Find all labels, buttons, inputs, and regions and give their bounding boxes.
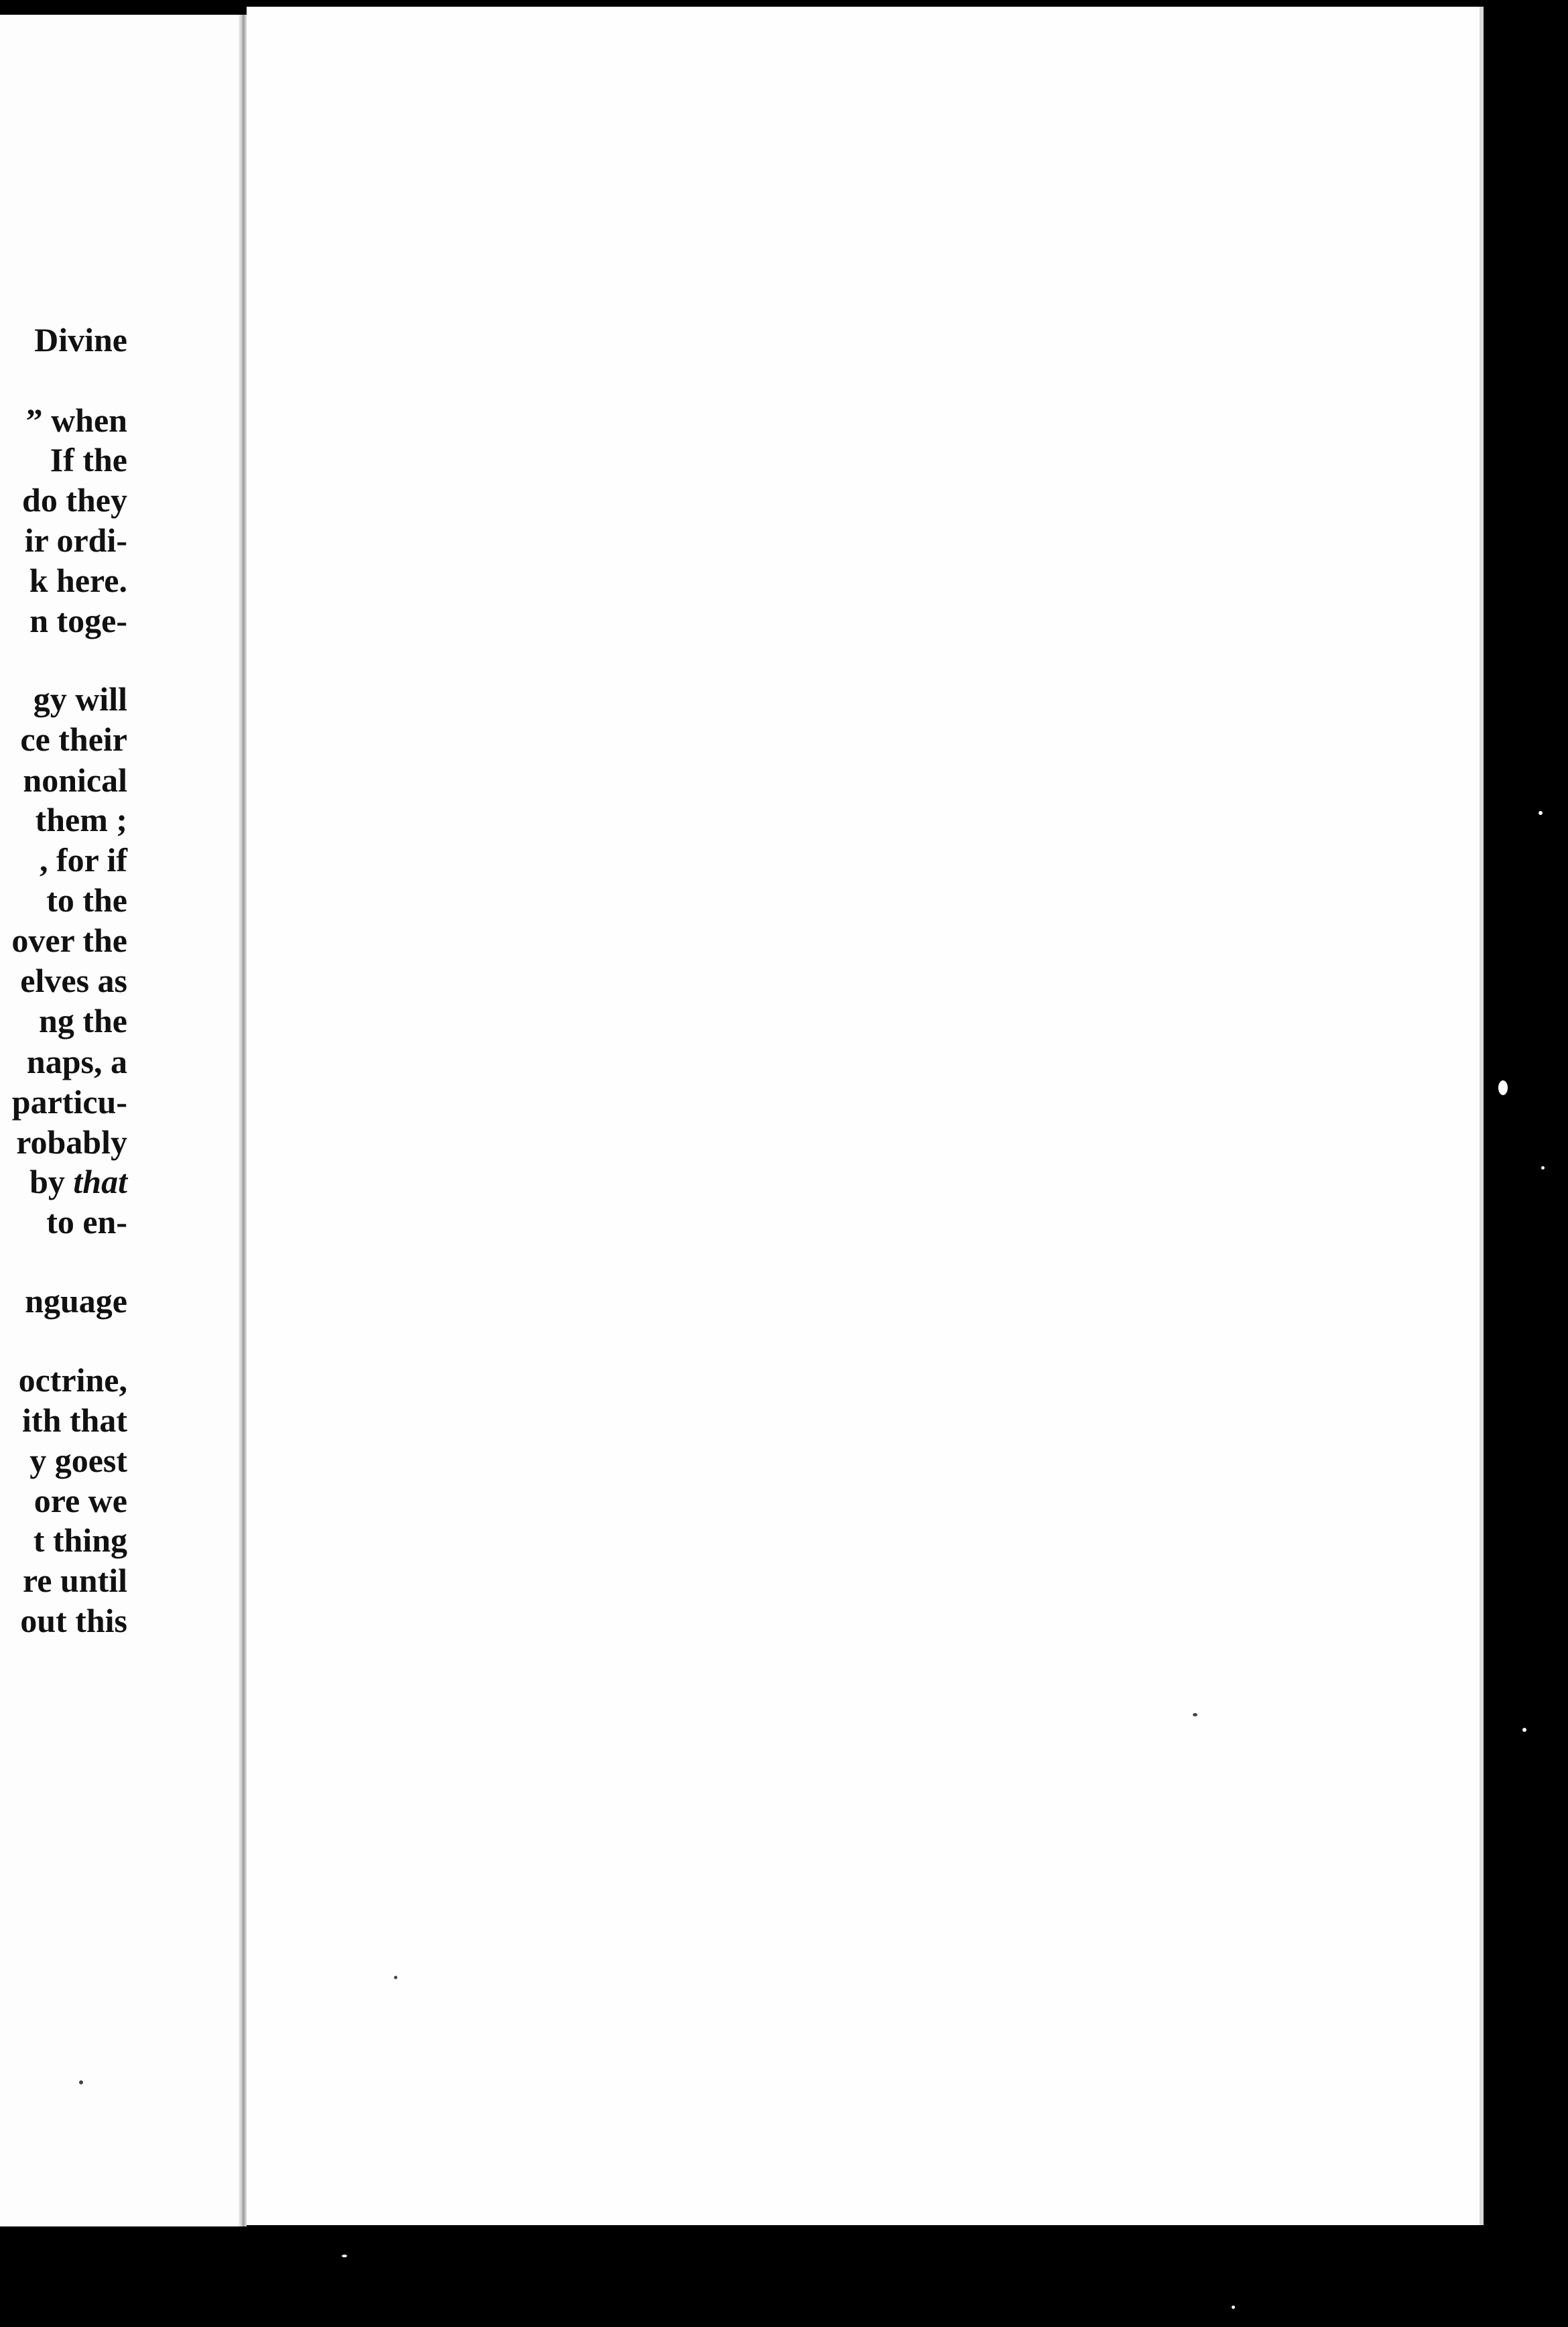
dust-speck (79, 2080, 83, 2084)
dust-speck (1539, 811, 1543, 815)
italic-word: that (73, 1163, 127, 1200)
text-line (34, 1521, 127, 1560)
text-line (22, 1401, 127, 1440)
text-line (29, 1441, 127, 1480)
text-line-content: by (29, 1163, 74, 1200)
text-line-content: re until (22, 1562, 127, 1599)
text-line-content: robably (16, 1123, 127, 1161)
text-line (34, 680, 127, 718)
text-line-content: ” when (25, 401, 127, 439)
text-line-content: n toge- (29, 602, 127, 639)
dust-speck (1522, 1728, 1526, 1732)
text-line (16, 1123, 127, 1161)
text-line (34, 1481, 127, 1520)
text-line (19, 1361, 127, 1399)
text-line (23, 761, 127, 800)
dust-speck (1541, 1166, 1545, 1170)
dust-speck (1498, 1080, 1508, 1095)
text-line (11, 921, 127, 960)
book-gutter (239, 15, 247, 2226)
text-line (34, 320, 127, 359)
text-line (25, 1281, 127, 1320)
text-line-content: particu- (11, 1083, 127, 1121)
dust-speck (1193, 1713, 1197, 1716)
text-line-content: ore we (34, 1482, 127, 1519)
text-line (46, 881, 127, 920)
text-line-content: nonical (23, 761, 127, 799)
right-blank-page (247, 7, 1480, 2225)
left-page (0, 15, 243, 2226)
text-line-content: them ; (35, 801, 127, 838)
text-line (22, 481, 127, 519)
text-line (23, 1561, 127, 1600)
text-line (20, 1601, 127, 1640)
text-line (26, 401, 127, 440)
text-line-content: naps, a (26, 1043, 127, 1080)
text-line (29, 561, 127, 600)
text-line (27, 1042, 127, 1081)
text-line-content: elves as (20, 962, 127, 999)
text-line (29, 601, 127, 640)
dust-speck (342, 2255, 347, 2257)
text-line-content: ith that (22, 1401, 127, 1439)
text-line-content: over the (11, 922, 127, 959)
text-line (46, 1202, 127, 1241)
text-line (29, 1162, 127, 1201)
dust-speck (394, 1976, 397, 1979)
right-page-edge (1480, 7, 1484, 2225)
text-line-content: do they (22, 481, 127, 519)
text-line-content: t thing (33, 1521, 127, 1559)
text-line-content: out this (20, 1602, 127, 1639)
text-line (40, 840, 127, 879)
text-line-content: to en- (46, 1203, 127, 1241)
text-line-content: octrine, (18, 1361, 127, 1399)
text-line-content: to the (46, 881, 127, 919)
text-line-content: Divine (34, 321, 127, 359)
text-line (20, 720, 127, 759)
text-line-content: ir ordi- (24, 521, 127, 559)
text-line (20, 961, 127, 1000)
text-line (36, 800, 127, 839)
text-line-content: y goest (29, 1442, 127, 1479)
text-line (12, 1082, 127, 1121)
text-line (25, 521, 127, 560)
text-line-content: ng the (39, 1002, 127, 1040)
dust-speck (1232, 2306, 1235, 2309)
text-line-content: gy will (33, 680, 127, 718)
text-line-content: If the (50, 441, 127, 479)
text-line-content: ce their (20, 720, 127, 758)
text-line (39, 1001, 127, 1040)
text-line-content: nguage (25, 1282, 127, 1320)
text-line-content: , for if (40, 841, 127, 879)
text-line (50, 440, 127, 479)
text-line-content: k here. (29, 562, 127, 599)
